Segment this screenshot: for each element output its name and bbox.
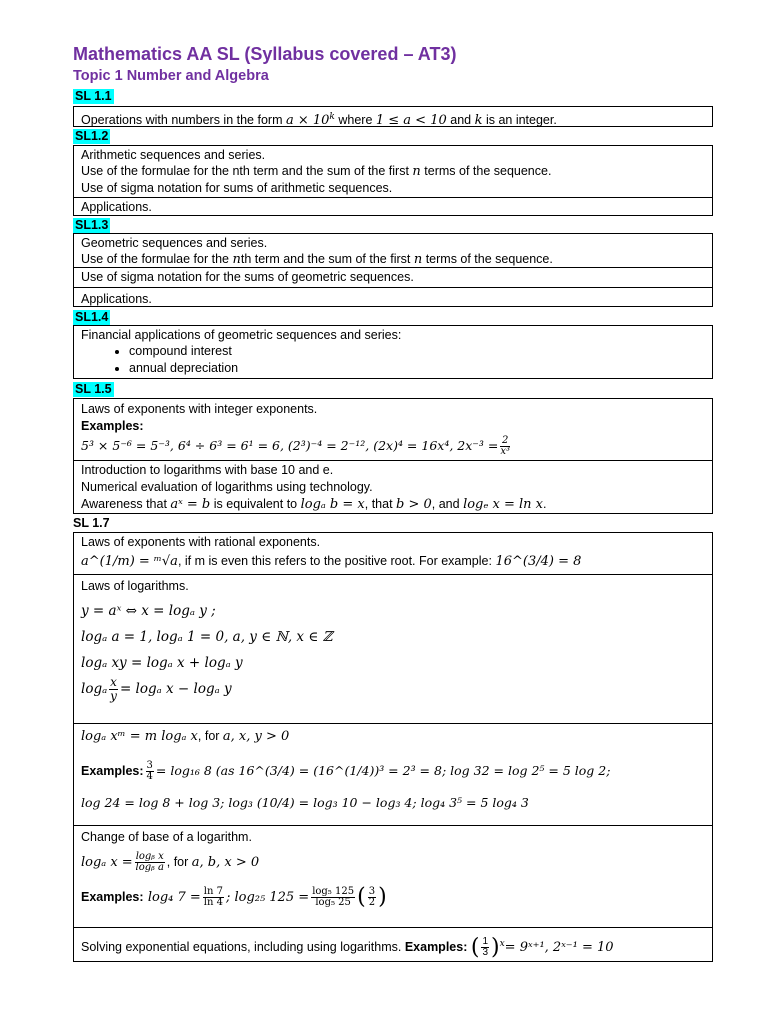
fraction xyxy=(135,852,165,873)
fraction xyxy=(203,887,224,908)
math: logₐ xyxy=(81,681,108,697)
fraction xyxy=(146,761,154,782)
fraction xyxy=(368,887,376,908)
text: Operations with numbers in the form xyxy=(81,113,286,128)
math: logₐ x = xyxy=(81,855,133,870)
math: a, b, x > 0 xyxy=(191,855,260,870)
line: Introduction to logarithms with base 10 and e. xyxy=(81,463,334,477)
math: ; log₂₅ 125 = xyxy=(225,890,310,905)
fraction xyxy=(311,887,355,908)
math: = logₐ x − logₐ y xyxy=(119,681,232,697)
line xyxy=(81,551,705,572)
text: and xyxy=(446,113,475,128)
section-tag-sl1-2: SL1.2 xyxy=(75,129,109,143)
math: logₐ b = x xyxy=(300,497,365,512)
denominator: log₅ 25 xyxy=(315,897,351,908)
line xyxy=(81,496,705,513)
numerator: 3 xyxy=(368,886,376,897)
box-sl1-3 xyxy=(73,233,713,307)
text: Use of the formulae for the nth term and the sum of the first xyxy=(81,164,413,178)
text: is an integer. xyxy=(482,113,557,128)
paren: ( xyxy=(357,884,366,910)
numerator: 1 xyxy=(482,936,488,948)
text: , that xyxy=(364,497,397,511)
text: terms of the sequence. xyxy=(420,164,552,178)
denominator: 2 xyxy=(368,897,376,908)
line xyxy=(81,849,705,876)
fraction xyxy=(109,676,118,703)
line: Numerical evaluation of logarithms using technology. xyxy=(81,480,373,494)
math: logₐ xᵐ = m logₐ x xyxy=(81,729,198,744)
math: 5³ × 5⁻⁶ = 5⁻³, 6⁴ ÷ 6³ = 6¹ = 6, (2³)⁻⁴ = 2⁻¹², (2x)⁴ = 16x⁴, 2x⁻³ = xyxy=(81,438,499,453)
cell-sl1-2-applications: Applications. xyxy=(74,197,712,216)
law: logₐ a = 1, logₐ 1 = 0, a, y ∈ ℕ, x ∈ ℤ xyxy=(81,629,333,645)
line: Laws of exponents with integer exponents. xyxy=(81,402,318,416)
text: , if m is even this refers to the positive root. For example: xyxy=(177,554,496,568)
line: Arithmetic sequences and series. xyxy=(81,148,266,162)
section-tag-sl1-7: SL 1.7 xyxy=(73,516,110,530)
examples-label: Examples: xyxy=(81,419,144,433)
math: a, x, y > 0 xyxy=(222,729,290,744)
cell-sl1-7-power-law xyxy=(74,723,712,825)
section-tag-sl1-3: SL1.3 xyxy=(75,218,109,232)
line xyxy=(81,251,705,268)
list-item: • annual depreciation xyxy=(129,360,705,377)
list-item: • compound interest xyxy=(129,343,705,360)
cell-sl1-5-exponents xyxy=(74,399,712,460)
denominator: y xyxy=(110,689,117,703)
numerator: 2 xyxy=(502,435,509,446)
math-sup: x xyxy=(499,939,505,949)
box-sl1-5 xyxy=(73,398,713,514)
denominator: 4 xyxy=(146,771,153,782)
line: Financial applications of geometric sequences and series: xyxy=(81,328,402,342)
math: = 9ˣ⁺¹, 2ˣ⁻¹ = 10 xyxy=(504,940,614,956)
paren: ) xyxy=(491,934,500,960)
text: , and xyxy=(431,497,464,511)
text: terms of the sequence. xyxy=(422,252,553,266)
numerator: 3 xyxy=(146,760,153,771)
math-sup: k xyxy=(329,112,335,122)
math: = log₁₆ 8 (as 16^(3/4) = (16^(1/4))³ = 2³ = 8; log 32 = log 2⁵ = 5 log 2; xyxy=(155,763,611,778)
math: b > 0 xyxy=(396,497,432,512)
denominator: 3 xyxy=(482,947,488,959)
text: Use of the formulae for the xyxy=(81,252,233,266)
text: where xyxy=(334,113,376,128)
math: a^(1/m) = ᵐ√a xyxy=(81,554,178,569)
math: n xyxy=(412,164,421,179)
math: 1 ≤ a < 10 xyxy=(375,113,447,129)
box-sl1-2 xyxy=(73,145,713,216)
line: Change of base of a logarithm. xyxy=(81,830,252,844)
text: , for xyxy=(166,855,192,869)
fraction xyxy=(500,436,510,457)
denominator: logᵦ a xyxy=(135,862,164,873)
math: aˣ = b xyxy=(170,497,211,512)
cell-sl1-5-logs xyxy=(74,460,712,514)
numerator: log₅ 125 xyxy=(312,886,355,897)
line xyxy=(81,725,705,748)
text: . xyxy=(543,497,547,511)
denominator: x³ xyxy=(500,446,511,457)
section-tag-sl1-1: SL 1.1 xyxy=(75,89,112,103)
math: n xyxy=(413,252,423,267)
line: Use of sigma notation for sums of arithmetic sequences. xyxy=(81,181,393,195)
cell-sl1-7-exponential-equations xyxy=(74,927,712,961)
cell-sl1-3-applications: Applications. xyxy=(74,287,712,306)
cell-sl1-7-change-of-base xyxy=(74,825,712,927)
section-tag-sl1-4: SL1.4 xyxy=(75,310,109,324)
box-sl1-7 xyxy=(73,532,713,962)
math: log 24 = log 8 + log 3; log₃ (10/4) = log₃ 10 − log₃ 4; log₄ 3⁵ = 5 log₄ 3 xyxy=(81,795,529,810)
line: Laws of logarithms. xyxy=(81,579,189,593)
box-sl1-4 xyxy=(73,325,713,379)
text: is equivalent to xyxy=(210,497,301,511)
text: Awareness that xyxy=(81,497,171,511)
math: n xyxy=(232,252,241,267)
cell-sl1-3-main xyxy=(74,234,712,267)
box-sl1-1 xyxy=(73,106,713,127)
math: log₄ 7 = xyxy=(147,890,201,905)
examples-label: Examples: xyxy=(81,890,144,904)
line xyxy=(81,435,705,457)
examples-label: Examples: xyxy=(81,764,144,778)
cell-sl1-3-sigma: Use of sigma notation for the sums of geometric sequences. xyxy=(74,267,712,287)
law: logₐ xy = logₐ x + logₐ y xyxy=(81,655,243,671)
line: Geometric sequences and series. xyxy=(81,236,268,250)
cell-sl1-4 xyxy=(74,326,712,378)
law xyxy=(81,676,705,703)
numerator: x xyxy=(110,675,117,689)
section-tag-sl1-5: SL 1.5 xyxy=(75,382,112,396)
page-title: Mathematics AA SL (Syllabus covered – AT3) xyxy=(73,44,457,64)
math: 16^(3/4) = 8 xyxy=(495,554,582,569)
text: Solving exponential equations, including using logarithms. xyxy=(81,940,405,955)
denominator: ln 4 xyxy=(203,897,223,908)
text: , for xyxy=(197,729,223,743)
bullet-list xyxy=(81,343,705,377)
math: logₑ x = ln x xyxy=(463,497,544,512)
fraction xyxy=(481,937,489,958)
text: th term and the sum of the first xyxy=(240,252,414,266)
topic-heading: Topic 1 Number and Algebra xyxy=(73,68,269,84)
paren: ) xyxy=(378,884,387,910)
numerator: ln 7 xyxy=(203,886,223,897)
examples-label: Examples: xyxy=(404,940,468,955)
cell-sl1-1 xyxy=(74,107,712,131)
line: Laws of exponents with rational exponents. xyxy=(81,535,321,549)
line xyxy=(81,884,705,911)
line xyxy=(81,163,705,180)
numerator: logᵦ x xyxy=(135,851,164,862)
paren: ( xyxy=(470,934,480,960)
cell-sl1-7-rational xyxy=(74,533,712,574)
math: k xyxy=(474,113,483,129)
cell-sl1-7-laws xyxy=(74,574,712,723)
math: a × 10 xyxy=(285,113,330,129)
line xyxy=(81,758,705,784)
law: y = aˣ ⇔ x = logₐ y ; xyxy=(81,603,216,619)
cell-sl1-2-main xyxy=(74,146,712,197)
